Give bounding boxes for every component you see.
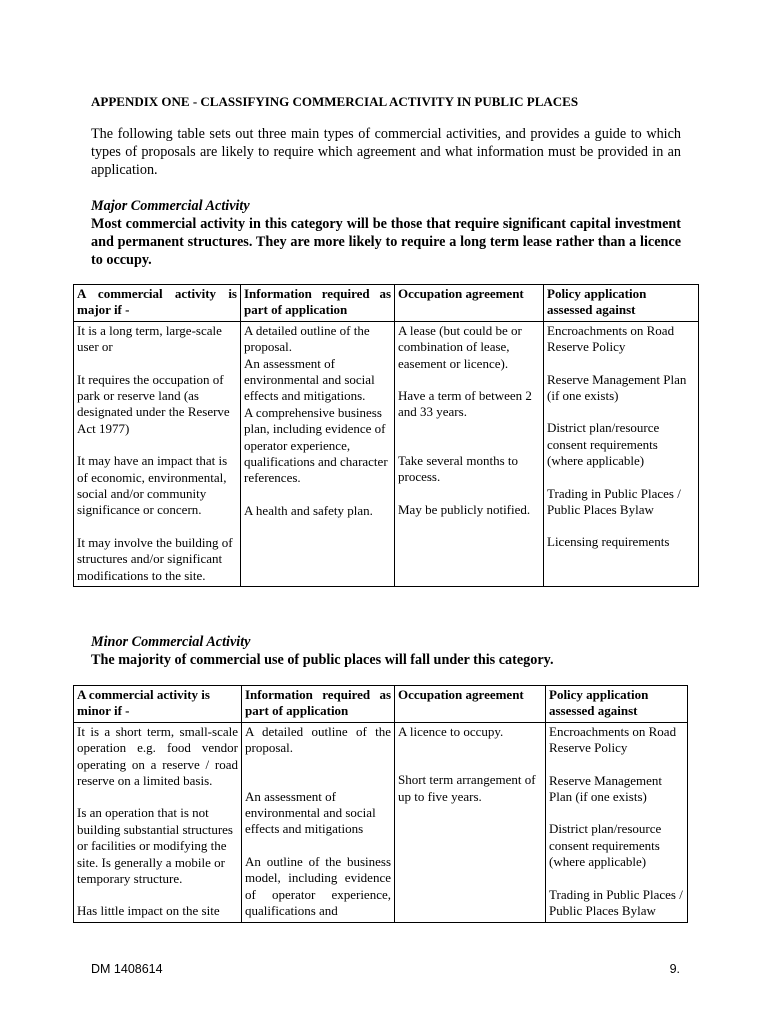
information-text: An assessment of environmental and social effects and mitigations.	[244, 355, 375, 404]
table-header-row	[74, 285, 699, 322]
agreement-cell	[395, 321, 544, 586]
policy-text: Trading in Public Places / Public Places Bylaw	[549, 886, 683, 919]
minor-heading: Minor Commercial Activity	[91, 634, 251, 650]
criteria-text: It may involve the building of structures and/or significant modifications to the site.	[77, 534, 233, 583]
information-cell	[242, 722, 395, 922]
agreement-text: Short term arrangement of up to five years.	[398, 772, 536, 804]
intro-paragraph: The following table sets out three main types of commercial activities, and provides a guide to which types of proposals are likely to require which agreement and what information must be provided in an application.	[91, 126, 681, 178]
criteria-text: It may have an impact that is of economic, environmental, social and/or community significance or concern.	[77, 453, 228, 518]
criteria-text: Has little impact on the site	[77, 903, 220, 919]
policy-text: District plan/resource consent requirements (where applicable)	[547, 420, 660, 469]
criteria-cell	[74, 321, 241, 586]
major-description: Most commercial activity in this category will be those that require significant capital investment and permanent structures. They are more likely to require a long term lease rather than a licence to occupy.	[91, 216, 681, 268]
information-text: A health and safety plan.	[244, 502, 373, 518]
policy-text: Encroachments on Road Reserve Policy	[549, 723, 677, 756]
agreement-cell	[395, 722, 546, 922]
header-cell: Information required as part of application	[241, 285, 395, 322]
criteria-cell	[74, 722, 242, 922]
policy-text: Encroachments on Road Reserve Policy	[547, 322, 675, 355]
header-cell: Occupation agreement	[395, 285, 544, 322]
minor-description: The majority of commercial use of public places will fall under this category.	[91, 652, 554, 668]
information-text: A comprehensive business plan, including evidence of operator experience, qualifications and character references.	[244, 404, 388, 486]
header-cell: A commercial activity is major if -	[74, 285, 241, 322]
information-cell	[241, 321, 395, 586]
information-text: An assessment of environmental and social effects and mitigations	[245, 788, 376, 837]
criteria-text: It requires the occupation of park or reserve land (as designated under the Reserve Act 1977)	[77, 371, 230, 436]
agreement-text: A lease (but could be or combination of lease, easement or licence).	[398, 322, 522, 371]
page-number: 9.	[669, 962, 680, 976]
policy-text: Trading in Public Places / Public Places Bylaw	[547, 485, 681, 518]
document-id: DM 1408614	[91, 962, 163, 976]
header-cell: Policy application assessed against	[546, 686, 688, 723]
information-text: An outline of the business model, including evidence of operator experience, qualifications and	[245, 853, 391, 919]
information-text: A detailed outline of the proposal.	[245, 723, 391, 756]
information-text: A detailed outline of the proposal.	[244, 322, 370, 355]
table-row	[74, 722, 688, 922]
policy-cell	[544, 321, 699, 586]
table-header-row	[74, 686, 688, 723]
header-cell: Policy application assessed against	[544, 285, 699, 322]
criteria-text: Is an operation that is not building substantial structures or facilities or modifying the site. Is generally a mobile or temporary structure.	[77, 805, 233, 887]
criteria-text: It is a long term, large-scale user or	[77, 322, 222, 355]
policy-cell	[546, 722, 688, 922]
header-cell: Information required as part of application	[242, 686, 395, 723]
header-cell: Occupation agreement	[395, 686, 546, 723]
major-activity-table	[73, 284, 699, 587]
agreement-text: Take several months to process.	[398, 452, 519, 485]
appendix-title: APPENDIX ONE - CLASSIFYING COMMERCIAL ACTIVITY IN PUBLIC PLACES	[91, 94, 579, 109]
criteria-text: It is a short term, small-scale operation e.g. food vendor operating on a reserve / road reserve on a limited basis.	[77, 723, 238, 789]
policy-text: District plan/resource consent requirements (where applicable)	[549, 821, 662, 870]
agreement-text: Have a term of between 2 and 33 years.	[398, 388, 532, 420]
major-heading: Major Commercial Activity	[91, 198, 250, 214]
minor-activity-table	[73, 685, 688, 923]
policy-text: Reserve Management Plan (if one exists)	[547, 371, 687, 404]
agreement-text: May be publicly notified.	[398, 501, 531, 517]
policy-text: Reserve Management Plan (if one exists)	[549, 772, 662, 805]
policy-text: Licensing requirements	[547, 534, 670, 550]
table-row	[74, 321, 699, 586]
header-cell: A commercial activity is minor if -	[74, 686, 242, 723]
agreement-text: A licence to occupy.	[398, 723, 504, 739]
